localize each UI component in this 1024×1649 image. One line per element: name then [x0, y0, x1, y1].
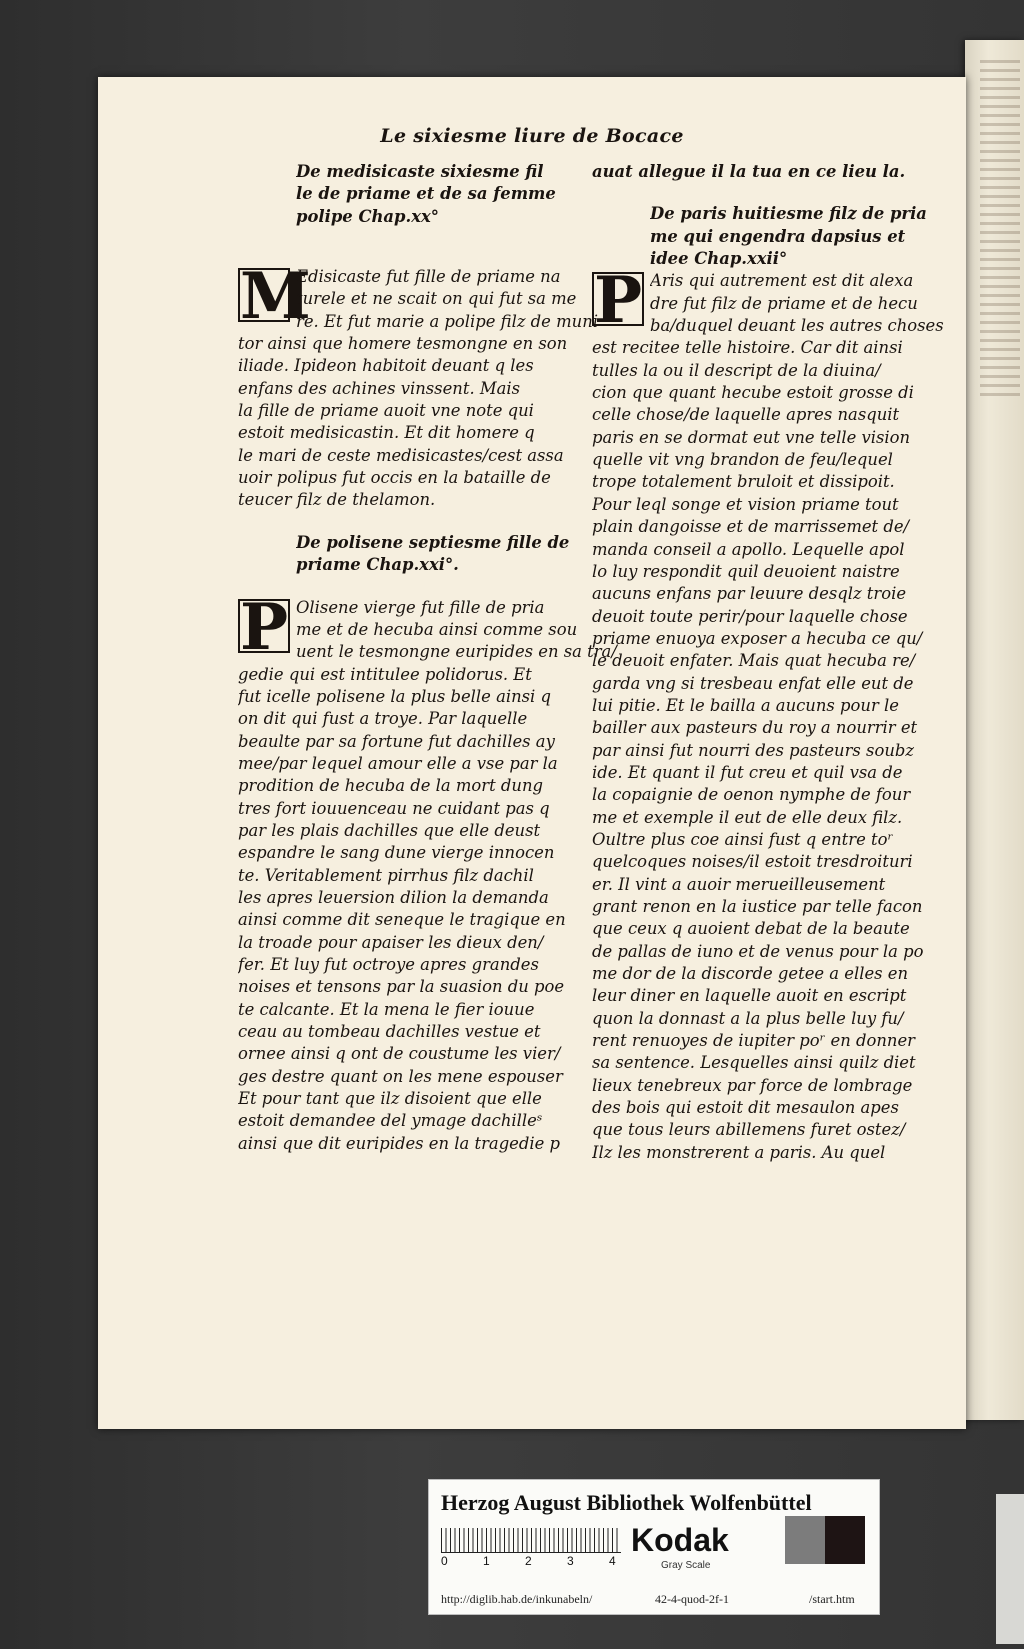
text-line: uent le tesmongne euripides en sa tra/: [296, 642, 617, 662]
text-line: est recitee telle histoire. Car dit ainsi: [592, 338, 903, 358]
text-line: Pour leql songe et vision priame tout: [592, 494, 899, 514]
heading-line: De paris huitiesme filz de pria: [650, 204, 927, 224]
text-line: ornee ainsi q ont de coustume les vier/: [238, 1044, 561, 1064]
text-line: grant renon en la iustice par telle facon: [592, 897, 923, 916]
right-column: [592, 161, 972, 1164]
text-line: leur diner en laquelle auoit en escript: [592, 986, 907, 1006]
heading-line: le de priame et de sa femme: [296, 184, 556, 204]
adjacent-card-edge: [996, 1494, 1024, 1644]
heading-line: me qui engendra dapsius et: [650, 226, 906, 246]
text-line: tres fort iouuenceau ne cuidant pas q: [238, 798, 550, 818]
text-line: re. Et fut marie a polipe filz de muni: [296, 311, 598, 331]
initial-letter: P: [594, 263, 643, 339]
chapter-heading-xxii: [592, 203, 972, 270]
text-line: aucuns enfans par leuure desqlz troie: [592, 584, 907, 604]
label-url-base: http://diglib.hab.de/inkunabeln/: [441, 1592, 593, 1606]
text-line: sa sentence. Lesquelles ainsi quilz diet: [592, 1053, 916, 1073]
text-line: paris en se dormat eut vne telle vision: [592, 427, 911, 447]
gray-scale-caption: Gray Scale: [661, 1560, 711, 1571]
text-line: estoit demandee del ymage dachilleˢ: [238, 1111, 543, 1131]
text-line: on dit qui fust a troye. Par laquelle: [238, 709, 528, 729]
heading-line: polipe Chap.xx°: [296, 206, 439, 226]
text-line: deuoit toute perir/pour laquelle chose: [592, 606, 908, 626]
text-line: la troade pour apaiser les dieux den/: [238, 932, 544, 952]
library-title: Herzog August Bibliothek Wolfenbüttel: [441, 1490, 812, 1515]
library-color-bar-label: [428, 1479, 880, 1615]
text-line: fut icelle polisene la plus belle ainsi q: [238, 686, 552, 706]
heading-line: idee Chap.xxii°: [650, 249, 788, 269]
text-line: quelcoques noises/il estoit tresdroituri: [592, 852, 913, 872]
text-line: le mari de ceste medisicastes/cest assa: [238, 445, 564, 465]
text-line: lui pitie. Et le bailla a aucuns pour le: [592, 695, 899, 715]
text-line: me dor de la discorde getee a elles en: [592, 964, 909, 984]
running-head: Le sixiesme liure de Bocace: [380, 125, 684, 147]
text-line: te. Veritablement pirrhus filz dachil: [238, 865, 534, 885]
text-line: gedie qui est intitulee polidorus. Et: [238, 664, 532, 684]
continued-line: auat allegue il la tua en ce lieu la.: [592, 162, 906, 181]
gray-swatch: [785, 1516, 825, 1564]
text-line: que tous leurs abillemens furet ostez/: [592, 1120, 906, 1140]
heading-line: De medisicaste sixiesme fil: [296, 162, 544, 181]
initial-letter: P: [240, 589, 289, 665]
text-line: me et de hecuba ainsi comme sou: [296, 619, 578, 639]
text-line: rent renuoyes de iupiter poʳ en donner: [592, 1031, 915, 1051]
text-line: de pallas de iuno et de venus pour la po: [592, 941, 924, 961]
label-url-shelfmark: 42-4-quod-2f-1: [655, 1592, 729, 1606]
text-line: les apres leuersion dilion la demanda: [238, 887, 549, 907]
text-line: iliade. Ipideon habitoit deuant q les: [238, 356, 534, 376]
text-line: celle chose/de laquelle apres nasquit: [592, 405, 900, 425]
text-line: bailler aux pasteurs du roy a nourrir et: [592, 718, 918, 738]
text-line: prodition de hecuba de la mort dung: [238, 776, 544, 796]
text-line: espandre le sang dune vierge innocen: [238, 843, 555, 863]
paragraph-paris: [592, 263, 972, 1164]
text-line: quelle vit vng brandon de feu/lequel: [592, 450, 893, 470]
book-page: [98, 77, 966, 1429]
text-line: tulles la ou il descript de la diuina/: [592, 360, 881, 380]
text-line: me et exemple il eut de elle deux filz.: [592, 807, 903, 827]
text-line: fer. Et luy fut octroye apres grandes: [238, 955, 539, 974]
text-line: plain dangoisse et de marrissemet de/: [592, 517, 910, 537]
text-line: tor ainsi que homere tesmongne en son: [238, 334, 568, 354]
text-line: estoit medisicastin. Et dit homere q: [238, 423, 535, 443]
ruler-number: 4: [609, 1554, 616, 1568]
next-page-text-bleed: [980, 60, 1020, 400]
ruler-number: 0: [441, 1554, 448, 1568]
text-line: Aris qui autrement est dit alexa: [650, 271, 914, 291]
text-line: ba/duquel deuant les autres choses: [650, 316, 944, 336]
text-line: enfans des achines vinssent. Mais: [238, 378, 521, 398]
text-line: quon la donnast a la plus belle luy fu/: [592, 1008, 904, 1028]
text-line: cion que quant hecube estoit grosse di: [592, 383, 914, 403]
text-line: ainsi que dit euripides en la tragedie p: [238, 1133, 561, 1153]
initial-letter: M: [240, 259, 311, 335]
text-line: garda vng si tresbeau enfat elle eut de: [592, 673, 914, 693]
ruler-number: 1: [483, 1554, 490, 1568]
text-line: Ilz les monstrerent a paris. Au quel: [592, 1142, 886, 1162]
text-line: le deuoit enfater. Mais quat hecuba re/: [592, 651, 916, 671]
text-line: ges destre quant on les mene espouser: [238, 1066, 563, 1086]
text-line: Edisicaste fut fille de priame na: [296, 267, 561, 287]
text-line: ceau au tombeau dachilles vestue et: [238, 1022, 541, 1042]
text-line: er. Il vint a auoir merueilleusement: [592, 874, 886, 894]
text-line: trope totalement bruloit et dissipoit.: [592, 472, 895, 492]
kodak-logo: Kodak: [631, 1522, 729, 1558]
ruler-scale: [441, 1528, 621, 1553]
text-line: Oultre plus coe ainsi fust q entre toʳ: [592, 829, 894, 849]
text-line: noises et tensons par la suasion du poe: [238, 977, 565, 997]
text-line: te calcante. Et la mena le fier iouue: [238, 999, 535, 1019]
text-line: lo luy respondit quil deuoient naistre: [592, 561, 900, 581]
text-line: priame enuoya exposer a hecuba ce qu/: [592, 628, 923, 648]
text-line: teucer filz de thelamon.: [238, 490, 436, 510]
text-line: la copaignie de oenon nymphe de four: [592, 785, 911, 805]
text-line: des bois qui estoit dit mesaulon apes: [592, 1098, 899, 1118]
text-line: manda conseil a apollo. Lequelle apol: [592, 539, 905, 559]
text-line: la fille de priame auoit vne note qui: [238, 401, 534, 421]
text-line: beaulte par sa fortune fut dachilles ay: [238, 731, 555, 751]
text-line: uoir polipus fut occis en la bataille de: [238, 468, 551, 488]
text-line: que ceux q auoient debat de la beaute: [592, 919, 910, 939]
text-line: ide. Et quant il fut creu et quil vsa de: [592, 762, 903, 782]
text-line: par ainsi fut nourri des pasteurs soubz: [592, 740, 915, 760]
heading-line: priame Chap.xxi°.: [296, 555, 459, 575]
black-swatch: [825, 1516, 865, 1564]
heading-line: De polisene septiesme fille de: [296, 532, 570, 552]
ruler-number: 2: [525, 1554, 532, 1568]
text-line: ainsi comme dit seneque le tragique en: [238, 910, 566, 930]
label-url-page: /start.htm: [809, 1592, 855, 1606]
text-line: Et pour tant que ilz disoient que elle: [238, 1089, 542, 1109]
text-line: Olisene vierge fut fille de pria: [296, 597, 545, 617]
text-line: lieux tenebreux par force de lombrage: [592, 1075, 913, 1095]
ruler-number: 3: [567, 1554, 574, 1568]
text-line: par les plais dachilles que elle deust: [238, 820, 541, 840]
text-line: turele et ne scait on qui fut sa me: [296, 289, 577, 309]
text-line: mee/par lequel amour elle a vse par la: [238, 753, 558, 773]
text-line: dre fut filz de priame et de hecu: [650, 293, 918, 313]
